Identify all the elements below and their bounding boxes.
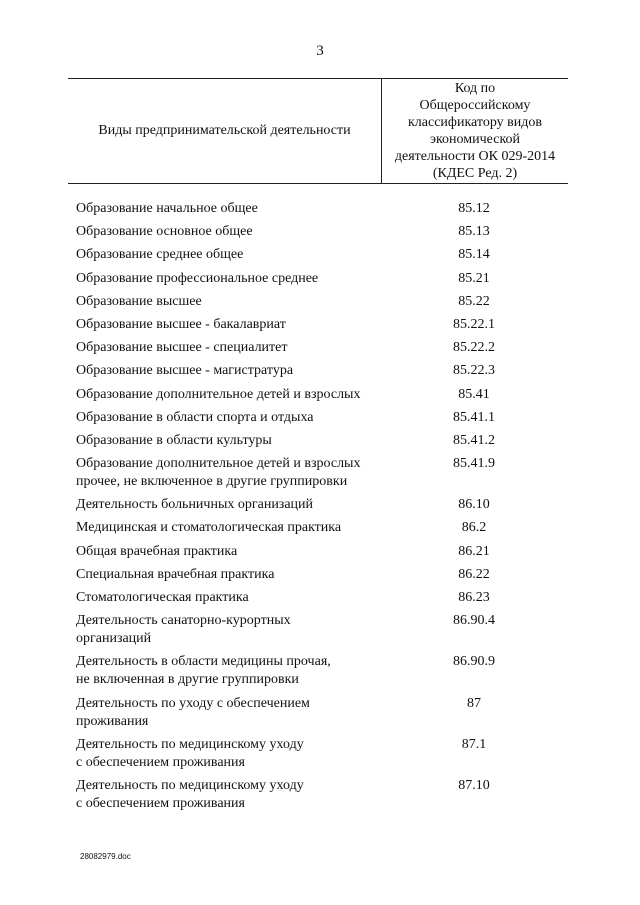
table-row: [76, 455, 566, 491]
table-row: [76, 695, 566, 731]
table-row: [76, 339, 566, 357]
activity-code: 86.90.9: [453, 654, 495, 670]
table-row: [76, 777, 566, 813]
table-row: [76, 362, 566, 380]
activity-code: 85.12: [458, 201, 490, 216]
activity-name: Стоматологическая практика: [76, 590, 249, 605]
table-row: [76, 316, 566, 334]
activity-name: Деятельность санаторно-курортных организаций: [76, 613, 291, 647]
activity-code: 86.2: [461, 520, 487, 536]
activity-name: Образование профессиональное среднее: [76, 270, 319, 286]
table-row: [76, 293, 566, 311]
activity-code: 85.13: [458, 224, 490, 240]
activity-name: Образование среднее общее: [76, 247, 244, 263]
activity-code: 85.14: [458, 247, 490, 263]
table-row: [76, 270, 566, 288]
table-row: [76, 736, 566, 772]
activity-code: 85.41.2: [453, 432, 495, 448]
activity-name: Общая врачебная практика: [76, 543, 238, 559]
activity-name: Деятельность по медицинскому уходу с обеспечением проживания: [76, 736, 304, 770]
header-activity-types: Виды предпринимательской деятельности: [98, 123, 351, 138]
activity-code: 85.22.1: [453, 316, 495, 332]
activity-code: 85.41: [458, 386, 490, 402]
table-row: [76, 566, 566, 584]
table-row: [76, 223, 566, 241]
table-header: [68, 78, 568, 184]
activity-name: Образование высшее - бакалавриат: [76, 316, 286, 332]
activity-code: 85.41.9: [453, 456, 495, 472]
table-row: [76, 200, 566, 218]
activity-name: Деятельность по уходу с обеспечением проживания: [76, 695, 310, 729]
table-row: [76, 409, 566, 427]
activity-code: 86.23: [458, 590, 490, 605]
activity-name: Образование начальное общее: [76, 201, 258, 216]
footer-filename: 28082979.doc: [80, 852, 131, 861]
activity-code: 87: [467, 695, 481, 711]
activity-name: Образование дополнительное детей и взрослых прочее, не включенное в другие группировки: [76, 456, 361, 490]
activity-code: 85.22: [458, 293, 490, 309]
table-body: [76, 200, 566, 818]
activity-code: 86.90.4: [453, 613, 495, 629]
table-row: [76, 496, 566, 514]
activity-name: Деятельность в области медицины прочая, не включенная в другие группировки: [76, 654, 331, 688]
activity-name: Образование высшее - магистратура: [76, 363, 294, 379]
activity-name: Медицинская и стоматологическая практика: [76, 520, 342, 536]
activity-code: 86.22: [458, 566, 490, 582]
activity-name: Деятельность больничных организаций: [76, 497, 314, 513]
activity-code: 85.22.3: [453, 363, 495, 379]
activity-code: 85.21: [458, 270, 490, 286]
activity-name: Образование высшее - специалитет: [76, 340, 288, 356]
activity-name: Деятельность по медицинскому уходу с обеспечением проживания: [76, 777, 304, 811]
activity-name: Специальная врачебная практика: [76, 566, 275, 582]
activity-name: Образование в области культуры: [76, 432, 272, 448]
page-number: 3: [316, 43, 324, 59]
table-row: [76, 386, 566, 404]
table-row: [76, 432, 566, 450]
activity-code: 86.21: [458, 543, 490, 559]
activity-name: Образование в области спорта и отдыха: [76, 409, 314, 425]
header-okved-code: Код по Общероссийскому классификатору видов экономической деятельности ОК 029-2014 (КДЕС Ред. 2): [394, 81, 556, 181]
activity-name: Образование основное общее: [76, 224, 253, 240]
activity-code: 87.10: [458, 777, 490, 793]
table-row: [76, 589, 566, 607]
activity-code: 85.22.2: [453, 340, 495, 356]
activity-name: Образование дополнительное детей и взрослых: [76, 386, 361, 402]
activity-code: 87.1: [461, 736, 487, 752]
activity-code: 86.10: [458, 497, 490, 513]
table-row: [76, 653, 566, 689]
activity-name: Образование высшее: [76, 293, 202, 309]
activity-code: 85.41.1: [453, 409, 495, 425]
table-row: [76, 612, 566, 648]
table-row: [76, 543, 566, 561]
table-row: [76, 246, 566, 264]
table-row: [76, 519, 566, 537]
